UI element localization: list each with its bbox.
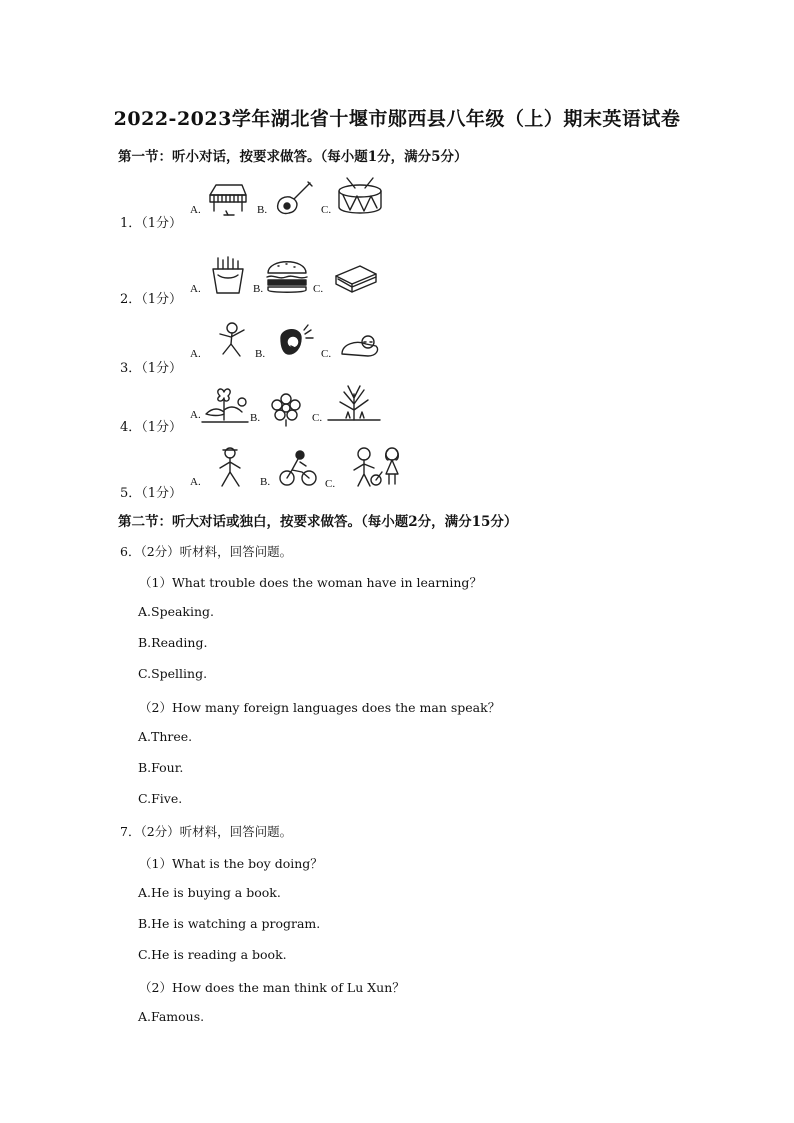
flower-icon: [268, 392, 304, 428]
q1-option-b[interactable]: B.: [257, 204, 268, 216]
q6-sub2-question: （2）How many foreign languages does the man speak？: [139, 700, 501, 715]
q2-option-b[interactable]: B.: [253, 283, 264, 295]
q6-sub2-option-b[interactable]: B.Four.: [138, 760, 184, 775]
q2-option-c[interactable]: C.: [313, 283, 324, 295]
q6-sub1-option-b[interactable]: B.Reading.: [138, 635, 208, 650]
piano-icon: [206, 179, 250, 221]
q7-sub1-option-b[interactable]: B.He is watching a program.: [138, 916, 321, 931]
q1-number: 1．（1分）: [120, 216, 183, 231]
q5-option-a[interactable]: A.: [190, 476, 201, 488]
q5-number: 5．（1分）: [120, 486, 183, 501]
q1-option-a[interactable]: A.: [190, 204, 201, 216]
flower-plant-icon: [200, 386, 250, 426]
q6-sub2-option-c[interactable]: C.Five.: [138, 791, 183, 806]
q3-option-a[interactable]: A.: [190, 348, 201, 360]
section1-heading: 第一节：听小对话，按要求做答。（每小题1分，满分5分）: [118, 149, 468, 165]
q2-option-a[interactable]: A.: [190, 283, 201, 295]
hamburger-icon: [264, 258, 310, 294]
q7-number: 7．（2分）听材料，回答问题。: [120, 824, 293, 839]
q7-sub2-option-a[interactable]: A.Famous.: [138, 1009, 205, 1024]
q3-option-b[interactable]: B.: [255, 348, 266, 360]
q5-option-c[interactable]: C.: [325, 478, 336, 490]
q3-option-c[interactable]: C.: [321, 348, 332, 360]
sleeping-person-icon: [338, 332, 380, 360]
page-title: 2022-2023学年湖北省十堰市郧西县八年级（上）期末英语试卷: [113, 108, 681, 130]
q6-number: 6．（2分）听材料，回答问题。: [120, 544, 293, 559]
q7-sub1-option-a[interactable]: A.He is buying a book.: [138, 885, 281, 900]
shouting-person-icon: [275, 324, 317, 360]
q2-number: 2．（1分）: [120, 292, 183, 307]
sandwich-icon: [332, 262, 380, 298]
section2-heading: 第二节：听大对话或独白，按要求做答。（每小题2分，满分15分）: [118, 514, 518, 530]
q3-number: 3．（1分）: [120, 361, 183, 376]
french-fries-icon: [208, 255, 248, 295]
guitar-icon: [272, 180, 316, 218]
walking-person-icon: [212, 446, 248, 490]
drum-icon: [335, 175, 385, 219]
q6-sub1-option-c[interactable]: C.Spelling.: [138, 666, 208, 681]
q7-sub2-question: （2）How does the man think of Lu Xun？: [139, 980, 405, 995]
q4-number: 4．（1分）: [120, 420, 183, 435]
exercising-girl-icon: [214, 320, 248, 360]
q7-sub1-question: （1）What is the boy doing？: [139, 856, 323, 871]
children-with-bike-icon: [344, 444, 412, 490]
cyclist-icon: [278, 448, 318, 488]
q6-sub1-option-a[interactable]: A.Speaking.: [138, 604, 215, 619]
grass-field-icon: [326, 384, 382, 426]
q4-option-a[interactable]: A.: [190, 409, 201, 421]
q1-option-c[interactable]: C.: [321, 204, 332, 216]
q4-option-b[interactable]: B.: [250, 412, 261, 424]
q7-sub1-option-c[interactable]: C.He is reading a book.: [138, 947, 287, 962]
q4-option-c[interactable]: C.: [312, 412, 323, 424]
q5-option-b[interactable]: B.: [260, 476, 271, 488]
q6-sub2-option-a[interactable]: A.Three.: [138, 729, 193, 744]
q6-sub1-question: （1）What trouble does the woman have in learning？: [139, 575, 482, 590]
